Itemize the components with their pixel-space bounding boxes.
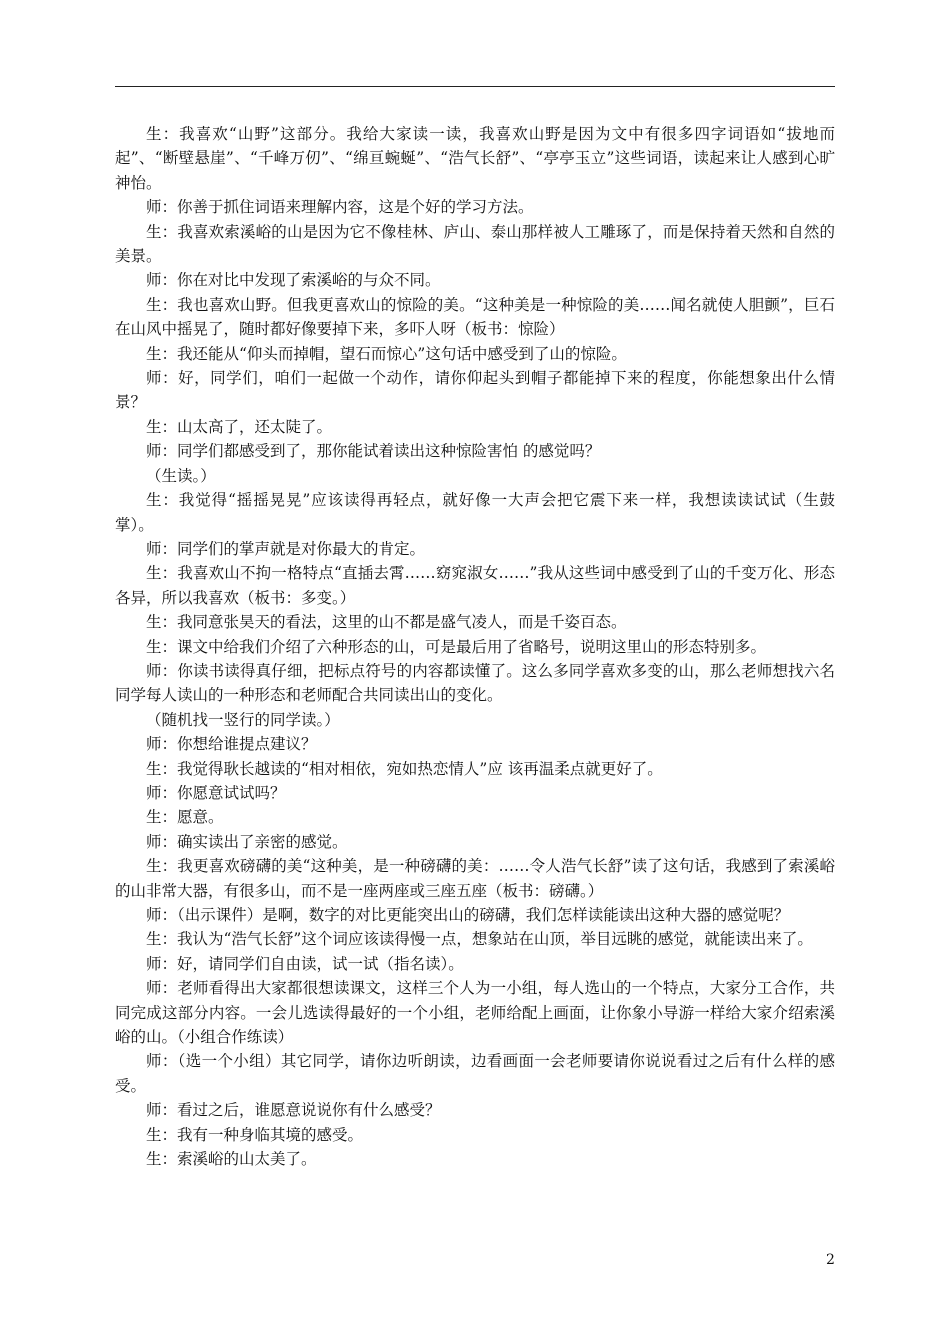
paragraph: 生：我更喜欢磅礴的美“这种美，是一种磅礴的美：……令人浩气长舒”读了这句话，我感到了索溪峪的山非常大器，有很多山，而不是一座两座或三座五座（板书：磅礴。） xyxy=(115,857,835,900)
page-number: 2 xyxy=(826,1252,835,1268)
paragraph: 生：山太高了，还太陡了。 xyxy=(146,417,333,436)
document-body xyxy=(115,122,835,1171)
paragraph: 师：你在对比中发现了索溪峪的与众不同。 xyxy=(146,271,441,290)
paragraph: 生：我也喜欢山野。但我更喜欢山的惊险的美。“这种美是一种惊险的美……闻名就使人胆颤”，巨石在山风中摇晃了，随时都好像要掉下来，多吓人呀（板书：惊险） xyxy=(115,295,835,339)
paragraph: 师：你读书读得真仔细，把标点符号的内容都读懂了。这么多同学喜欢多变的山，那么老师想找六名同学每人读山的一种形态和老师配合共同读出山的变化。 xyxy=(115,661,835,705)
paragraph: 师：看过之后，谁愿意说说你有什么感受？ xyxy=(146,1101,441,1120)
paragraph: 师：你愿意试试吗？ xyxy=(146,783,286,802)
paragraph: 师：老师看得出大家都很想读课文，这样三个人为一小组，每人选山的一个特点，大家分工合作，共同完成这部分内容。一会儿选读得最好的一个小组，老师给配上画面，让你象小导游一样给大家介绍索溪峪的山。（小组合作练读） xyxy=(115,979,835,1047)
paragraph: 师：（选一个小组）其它同学，请你边听朗读，边看画面一会老师要请你说说看过之后有什么样的感受。 xyxy=(115,1052,835,1095)
paragraph: 师：同学们都感受到了，那你能试着读出这种惊险害怕 的感觉吗？ xyxy=(146,442,601,461)
paragraph: 生：我觉得“摇摇晃晃”应该读得再轻点，就好像一大声会把它震下来一样，我想读读试试（生鼓掌）。 xyxy=(115,491,835,534)
paragraph: 生：我有一种身临其境的感受。 xyxy=(146,1125,364,1144)
paragraph: （随机找一竖行的同学读。） xyxy=(146,710,340,729)
paragraph: 师：你想给谁提点建议？ xyxy=(146,735,317,754)
paragraph: 师：同学们的掌声就是对你最大的肯定。 xyxy=(146,539,426,558)
paragraph: 生：我喜欢“山野”这部分。我给大家读一读，我喜欢山野是因为文中有很多四字词语如“拔地而起”、“断壁悬崖”、“千峰万仞”、“绵亘蜿蜒”、“浩气长舒”、“亭亭玉立”这些词语，读起来让人感到心旷神怡。 xyxy=(115,125,835,192)
paragraph: 生：课文中给我们介绍了六种形态的山，可是最后用了省略号，说明这里山的形态特别多。 xyxy=(146,637,767,656)
paragraph: 师：好，请同学们自由读，试一试（指名读）。 xyxy=(146,954,464,973)
paragraph: （生读。） xyxy=(146,466,216,485)
paragraph: 生：索溪峪的山太美了。 xyxy=(146,1150,317,1169)
paragraph: 生：我认为“浩气长舒”这个词应该读得慢一点，想象站在山顶，举目远眺的感觉，就能读出来了。 xyxy=(146,930,813,949)
paragraph: 生：我还能从“仰头而掉帽，望石而惊心”这句话中感受到了山的惊险。 xyxy=(146,344,627,363)
paragraph: 师：确实读出了亲密的感觉。 xyxy=(146,832,348,851)
paragraph: 生：我喜欢索溪峪的山是因为它不像桂林、庐山、泰山那样被人工雕琢了，而是保持着天然和自然的美景。 xyxy=(115,222,835,266)
paragraph: 生：我觉得耿长越读的“相对相依，宛如热恋情人”应 该再温柔点就更好了。 xyxy=(146,759,663,778)
paragraph: 师：（出示课件）是啊，数字的对比更能突出山的磅礴，我们怎样读能读出这种大器的感觉呢？ xyxy=(146,906,790,924)
paragraph: 生：我喜欢山不拘一格特点“直插去霄……窈窕淑女……”我从这些词中感受到了山的千变万化、形态各异，所以我喜欢（板书：多变。） xyxy=(115,564,835,607)
header-rule xyxy=(115,86,835,87)
paragraph: 生：愿意。 xyxy=(146,808,224,827)
paragraph: 师：好，同学们，咱们一起做一个动作，请你仰起头到帽子都能掉下来的程度，你能想象出什么情景？ xyxy=(115,369,835,412)
paragraph: 生：我同意张昊天的看法，这里的山不都是盛气凌人，而是千姿百态。 xyxy=(146,613,627,632)
paragraph: 师：你善于抓住词语来理解内容，这是个好的学习方法。 xyxy=(146,198,534,217)
